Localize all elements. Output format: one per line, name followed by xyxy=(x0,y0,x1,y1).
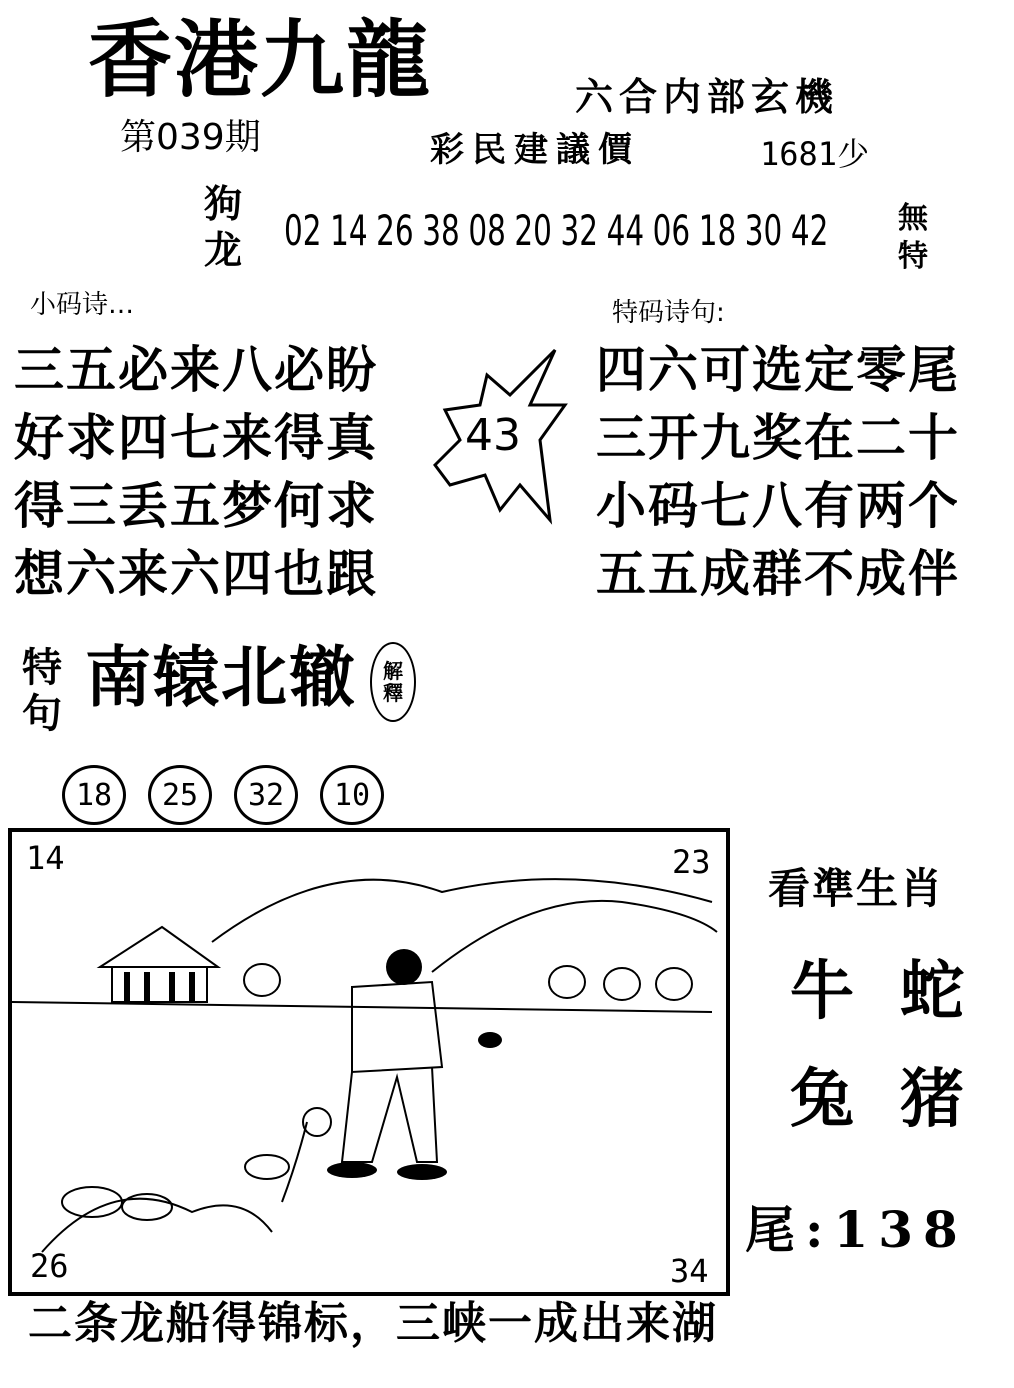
special-label-char: 特 xyxy=(22,645,62,691)
corner-number-top-left: 14 xyxy=(26,839,65,877)
number-item: 20 xyxy=(514,206,552,255)
no-special-char: 特 xyxy=(898,238,928,274)
zodiac-dragon: 龙 xyxy=(204,227,243,272)
zodiac-pick-title: 看準生肖 xyxy=(768,864,945,913)
price-value: 1681少 xyxy=(760,135,870,173)
tail-numbers: 尾:138 xyxy=(745,1200,968,1259)
poem-line: 三开九奖在二十 xyxy=(596,409,960,467)
small-code-poem xyxy=(14,336,378,608)
poem-line: 三五必来八必盼 xyxy=(14,341,378,399)
circled-number: 32 xyxy=(234,765,298,825)
corner-number-bottom-right: 34 xyxy=(670,1252,709,1290)
zodiac-pick: 蛇 xyxy=(900,955,964,1029)
number-item: 42 xyxy=(790,206,829,255)
landscape-illustration xyxy=(12,832,722,1288)
poem-line: 四六可选定零尾 xyxy=(596,341,960,399)
number-list xyxy=(284,206,829,255)
number-item: 30 xyxy=(744,206,783,255)
bottom-verse: 二条龙船得锦标，三峡一成出来湖 xyxy=(28,1298,718,1349)
page-title: 香港九龍 xyxy=(88,11,433,109)
poem-line: 得三丢五梦何求 xyxy=(14,477,378,535)
page-subtitle: 六合内部玄機 xyxy=(575,75,840,119)
poem-line: 想六来六四也跟 xyxy=(14,545,378,603)
number-item: 44 xyxy=(606,206,645,255)
number-item: 32 xyxy=(560,206,598,255)
number-item: 08 xyxy=(468,206,506,255)
zodiac-pick: 兔 xyxy=(790,1063,854,1137)
number-item: 06 xyxy=(652,206,691,255)
number-item: 14 xyxy=(330,206,368,255)
poem-line: 五五成群不成伴 xyxy=(596,545,960,603)
special-phrase-label xyxy=(22,645,70,737)
burst-graphic xyxy=(415,345,575,525)
special-label-char: 句 xyxy=(22,691,62,737)
number-item: 02 xyxy=(284,206,322,255)
circled-number: 25 xyxy=(148,765,212,825)
burst-number: 43 xyxy=(465,410,521,461)
special-phrase: 南辕北辙 xyxy=(85,639,357,716)
zodiac-pick: 猪 xyxy=(900,1063,964,1137)
explain-char: 釋 xyxy=(383,681,403,705)
zodiac-pair xyxy=(204,182,254,273)
corner-number-top-right: 23 xyxy=(672,843,711,881)
special-code-poem-heading: 特码诗句: xyxy=(612,298,725,328)
corner-number-bottom-left: 26 xyxy=(30,1247,69,1285)
circled-number: 18 xyxy=(62,765,126,825)
small-code-poem-heading: 小码诗… xyxy=(30,290,135,320)
zodiac-pick: 牛 xyxy=(790,955,854,1029)
number-item: 26 xyxy=(376,206,414,255)
circled-number: 10 xyxy=(320,765,384,825)
explain-char: 解 xyxy=(383,659,403,683)
poem-line: 好求四七来得真 xyxy=(14,409,378,467)
special-code-poem xyxy=(596,336,960,608)
no-special-char: 無 xyxy=(898,201,928,236)
no-special-mark xyxy=(898,200,938,275)
zodiac-dog: 狗 xyxy=(204,182,243,226)
circled-numbers xyxy=(62,765,384,825)
number-item: 18 xyxy=(698,206,737,255)
price-label: 彩民建議價 xyxy=(430,130,640,170)
poem-line: 小码七八有两个 xyxy=(596,477,960,535)
issue-number: 第039期 xyxy=(120,117,261,158)
number-item: 38 xyxy=(422,206,460,255)
explain-badge xyxy=(370,642,416,722)
